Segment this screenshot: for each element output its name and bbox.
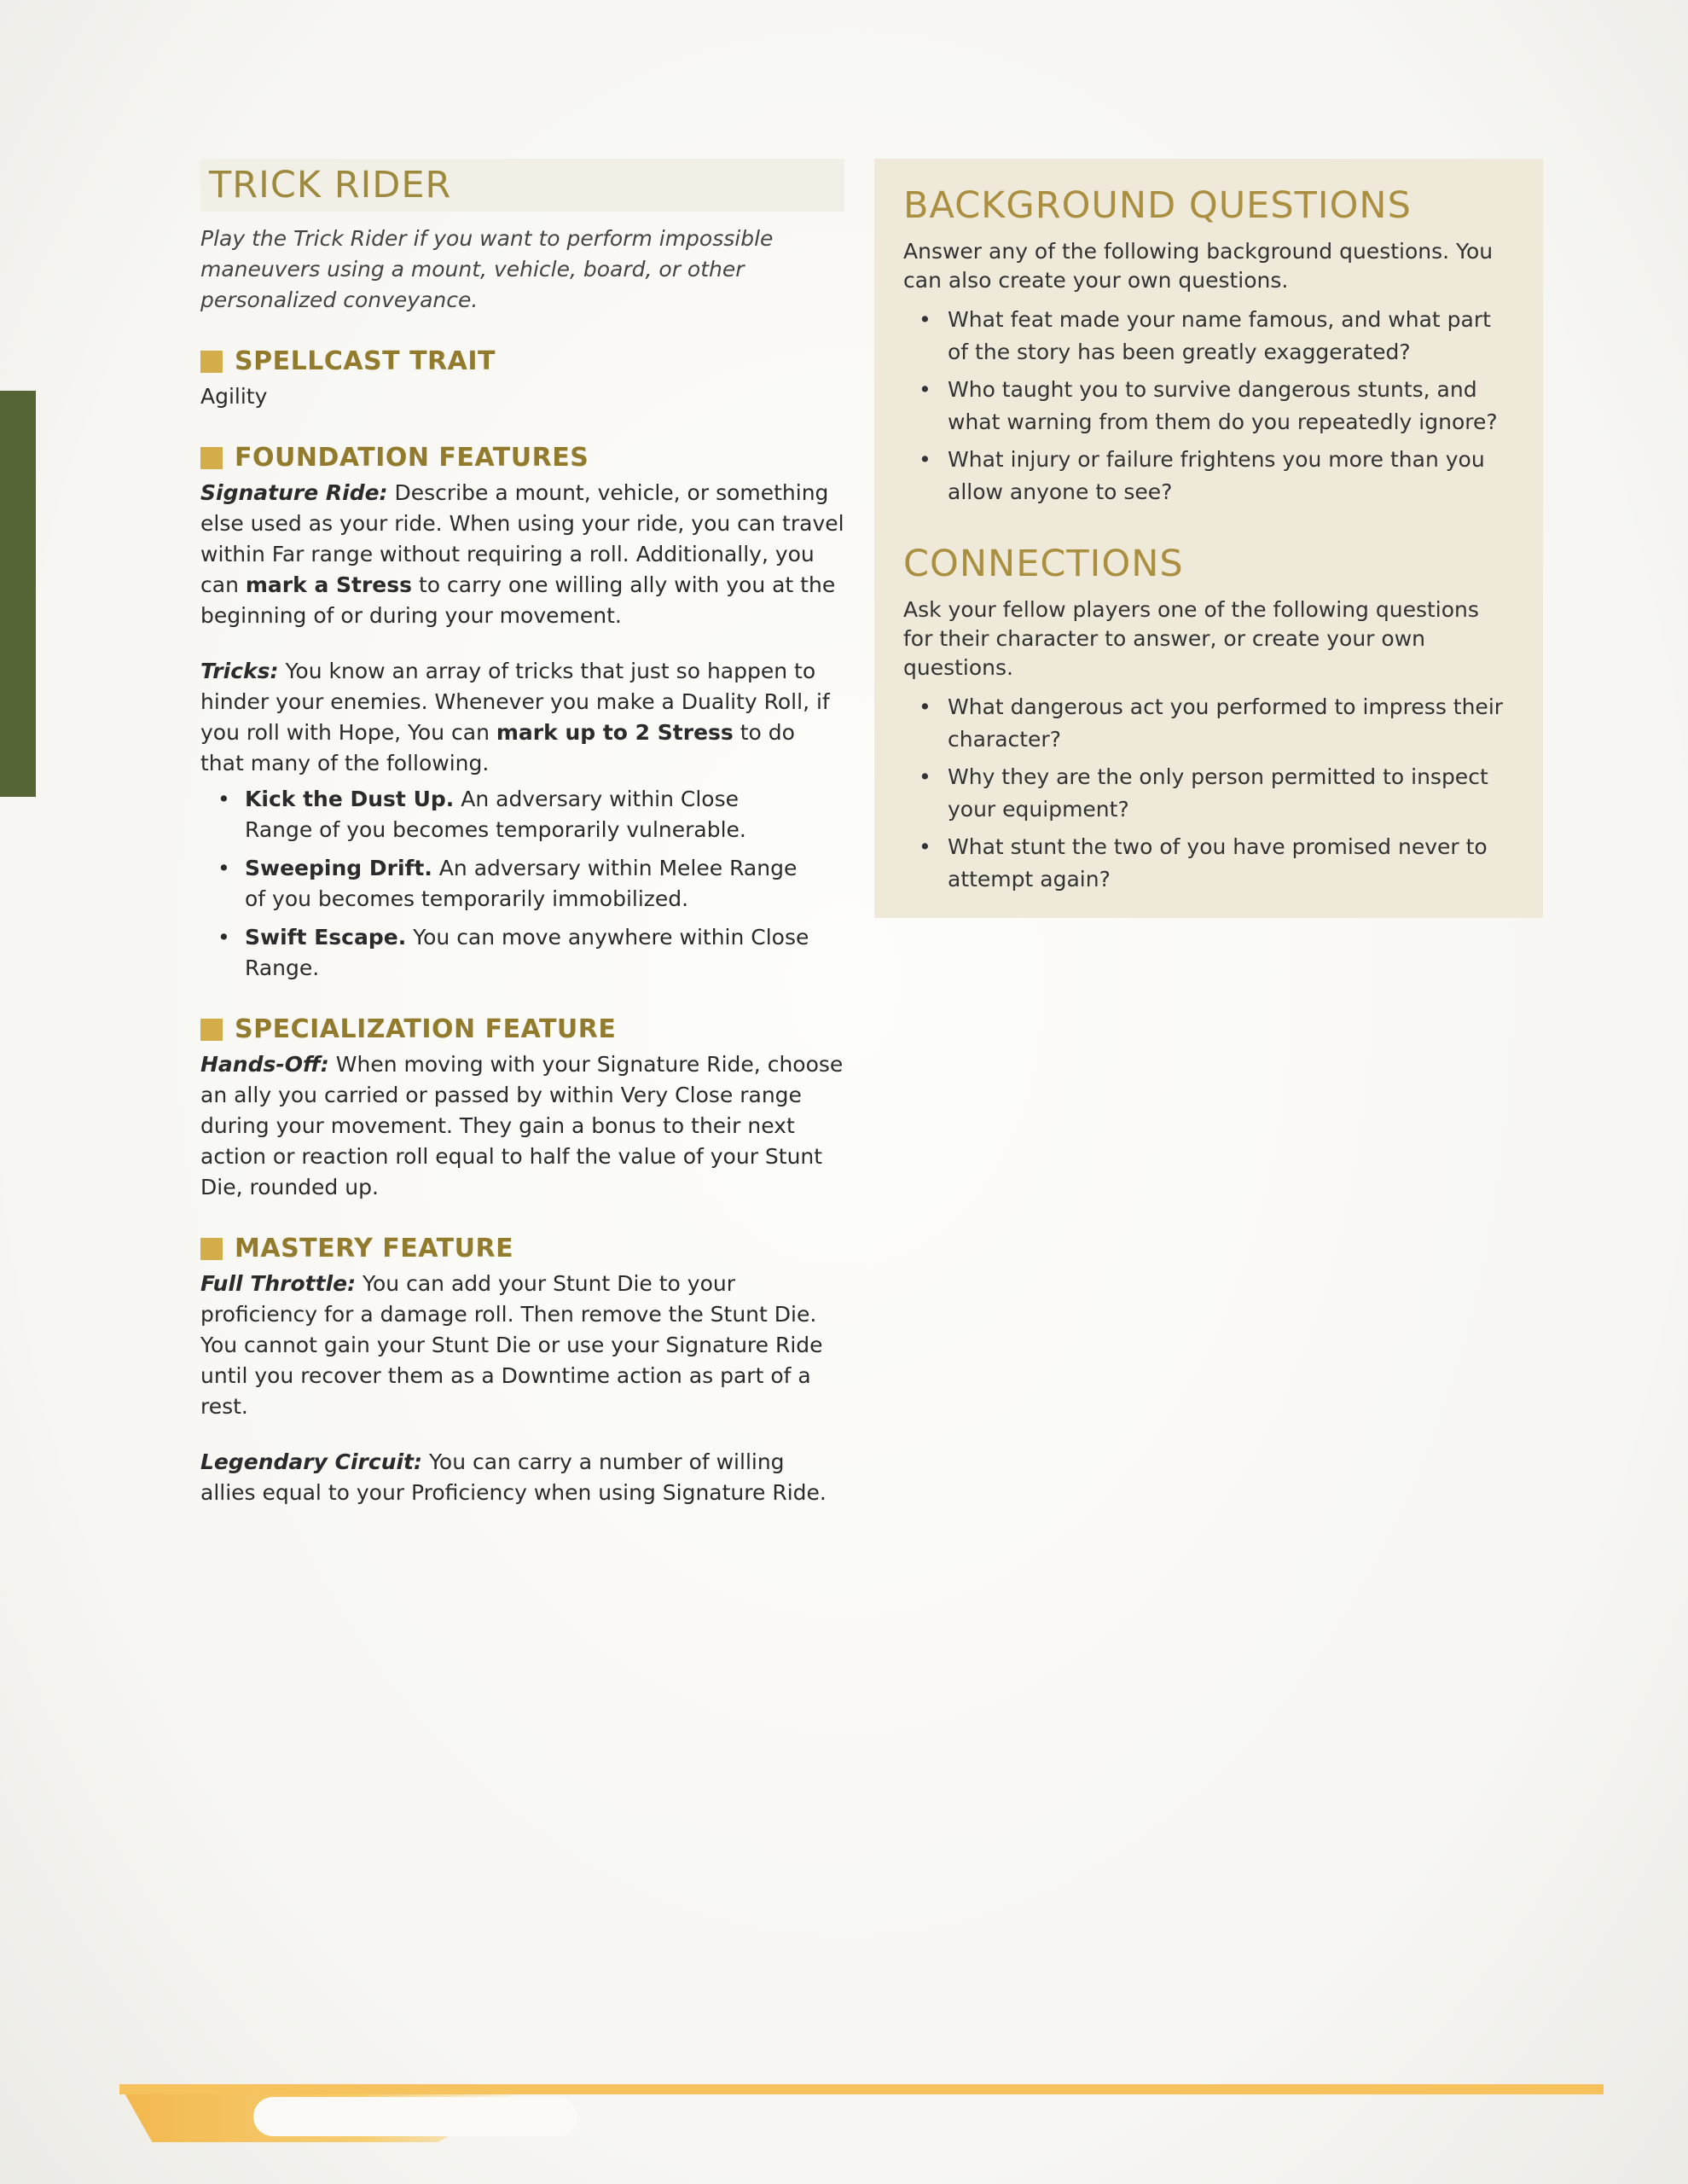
section-square-icon [200,351,223,373]
hands-off-feature [200,1049,844,1203]
bullet-icon: • [919,764,931,789]
spellcast-heading [200,346,844,376]
question-text: What injury or failure frightens you more than you allow anyone to see? [948,447,1485,504]
feature-name: Full Throttle: [200,1271,357,1296]
footer-pill [253,2097,577,2136]
question-text: What stunt the two of you have promised never to attempt again? [948,834,1488,892]
list-item [903,831,1514,896]
legendary-circuit-feature [200,1447,844,1508]
foundation-heading-text: FOUNDATION FEATURES [235,443,589,473]
feature-text: When moving with your Signature Ride, choose an ally you carried or passed by within Very Close range during your movement. They gain a bonus to their next action or reaction roll equal to half the value of your Stunt Die, rounded up. [200,1052,844,1199]
list-item [903,761,1514,826]
bullet-icon: • [919,307,931,332]
question-text: What feat made your name famous, and what part of the story has been greatly exaggerated? [948,307,1491,364]
full-throttle-feature [200,1269,844,1422]
feature-text: to do that many of the following. [200,720,795,775]
specialization-heading-text: SPECIALIZATION FEATURE [235,1014,617,1044]
feature-text: Describe a mount, vehicle, or something else used as your ride. When using your ride, you can travel within Far range without requiring a roll. Additionally, you can [200,480,844,597]
bullet-icon: • [218,925,230,950]
list-item [200,853,844,915]
bullet-icon: • [919,377,931,402]
title-bar [200,159,844,212]
mastery-heading-text: MASTERY FEATURE [235,1234,514,1263]
trick-text: You can move anywhere within Close Range. [245,925,809,980]
spellcast-heading-text: SPELLCAST TRAIT [235,346,496,376]
feature-text: to carry one willing ally with you at the beginning of or during your movement. [200,572,836,628]
footer-stripe [119,2084,1604,2094]
section-square-icon [200,447,223,469]
subclass-intro: Play the Trick Rider if you want to perform impossible maneuvers using a mount, vehicle, board, or other personalized conveyance. [200,226,774,312]
spellcast-value: Agility [200,384,268,409]
connections-question-list [903,691,1514,896]
tricks-feature [200,656,844,779]
list-item [200,922,844,984]
trick-name: Kick the Dust Up. [245,787,455,811]
bullet-icon: • [919,694,931,719]
bullet-icon: • [218,856,230,880]
question-text: Why they are the only person permitted to inspect your equipment? [948,764,1488,822]
trick-name: Swift Escape. [245,925,407,950]
bullet-icon: • [919,447,931,472]
tricks-list [200,784,844,984]
feature-name: Signature Ride: [200,480,388,505]
feature-text: You know an array of tricks that just so happen to hinder your enemies. Whenever you make a Duality Roll, if you roll with Hope, You can [200,659,830,745]
list-item [903,444,1514,508]
chapter-side-tab [0,391,36,797]
trick-text: An adversary within Close Range of you becomes temporarily vulnerable. [245,787,746,842]
feature-bold-text: mark up to 2 Stress [496,720,734,745]
background-intro: Answer any of the following background questions. You can also create your own questions. [903,239,1494,293]
questions-panel [874,159,1543,918]
bullet-icon: • [919,834,931,859]
section-square-icon [200,1019,223,1041]
question-text: Who taught you to survive dangerous stunts, and what warning from them do you repeatedly ignore? [948,377,1498,434]
subclass-title: TRICK RIDER [209,164,452,206]
signature-ride-feature [200,478,844,631]
trick-name: Sweeping Drift. [245,856,432,880]
mastery-heading [200,1234,844,1263]
specialization-heading [200,1014,844,1044]
feature-name: Legendary Circuit: [200,1449,423,1474]
list-item [200,784,844,845]
list-item [903,374,1514,439]
feature-text: You can add your Stunt Die to your proficiency for a damage roll. Then remove the Stunt Die. You cannot gain your Stunt Die or use your Signature Ride until you recover them as a Downtime action as part of a rest. [200,1271,823,1419]
feature-text: You can carry a number of willing allies equal to your Proficiency when using Signature Ride. [200,1449,827,1505]
connections-intro: Ask your fellow players one of the following questions for their character to answer, or create your own questions. [903,597,1479,680]
feature-name: Tricks: [200,659,279,683]
feature-bold-text: mark a Stress [245,572,413,597]
background-questions-title: BACKGROUND QUESTIONS [903,184,1412,227]
background-question-list [903,304,1514,508]
connections-title: CONNECTIONS [903,543,1184,585]
list-item [903,304,1514,369]
trick-text: An adversary within Melee Range of you becomes temporarily immobilized. [245,856,798,911]
section-square-icon [200,1238,223,1260]
subclass-column [200,159,844,1508]
question-text: What dangerous act you performed to impress their character? [948,694,1504,752]
list-item [903,691,1514,756]
foundation-heading [200,443,844,473]
feature-name: Hands-Off: [200,1052,329,1077]
bullet-icon: • [218,787,230,811]
